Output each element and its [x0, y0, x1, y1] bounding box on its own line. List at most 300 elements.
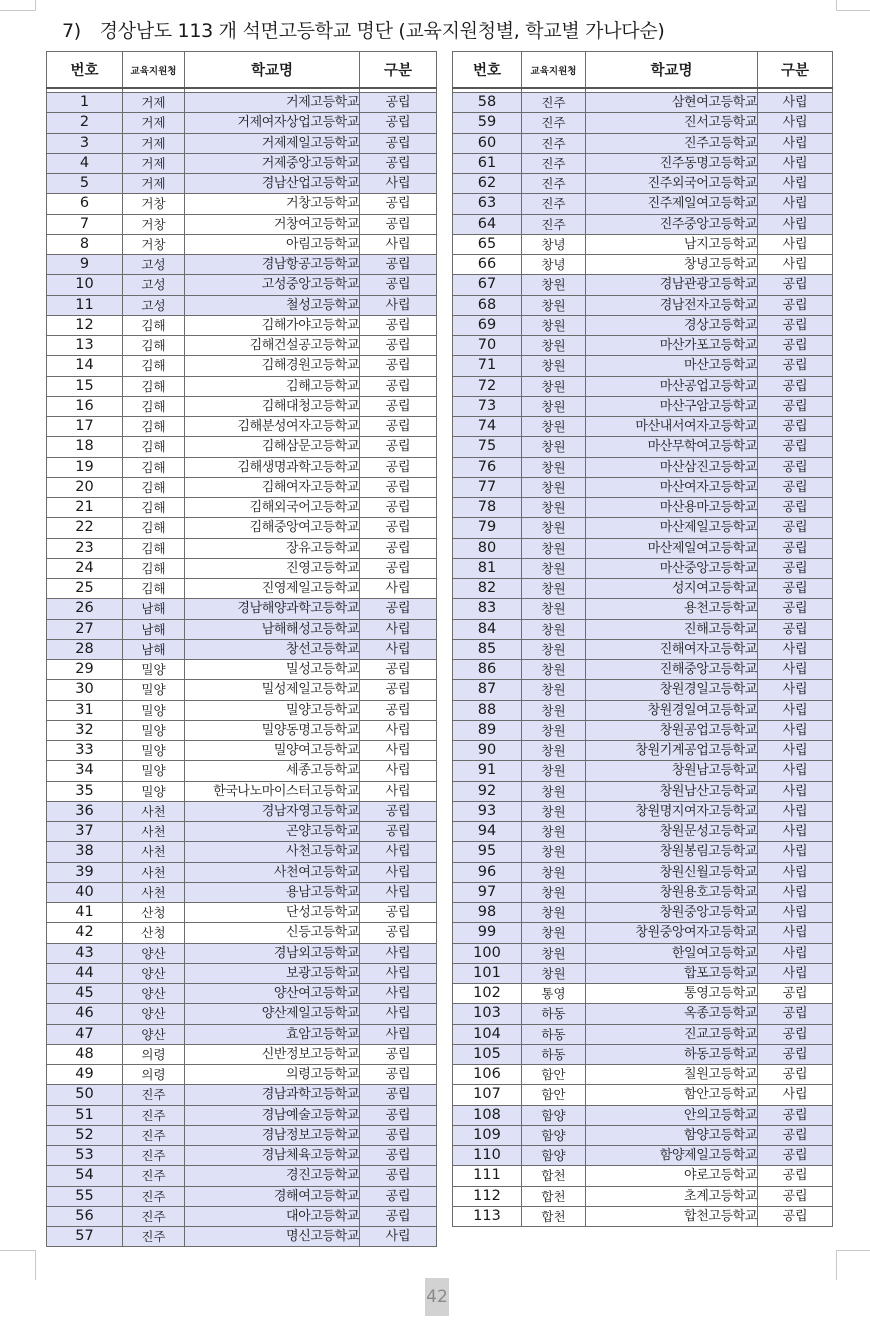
school-name: 김해분성여자고등학교 — [185, 417, 360, 437]
table-row — [453, 943, 833, 963]
row-number: 101 — [453, 963, 522, 983]
school-type: 공립 — [758, 579, 833, 599]
row-number: 83 — [453, 599, 522, 619]
school-type: 사립 — [758, 194, 833, 214]
school-type: 공립 — [758, 376, 833, 396]
education-office: 고성 — [123, 275, 185, 295]
table-row — [47, 943, 437, 963]
school-type: 사립 — [360, 862, 437, 882]
row-number: 100 — [453, 943, 522, 963]
school-name: 창원봉림고등학교 — [586, 842, 758, 862]
table-row — [453, 214, 833, 234]
school-type: 사립 — [758, 234, 833, 254]
table-row — [47, 1125, 437, 1145]
row-number: 34 — [47, 761, 123, 781]
table-row — [47, 396, 437, 416]
school-type: 공립 — [360, 457, 437, 477]
school-name: 진주동명고등학교 — [586, 153, 758, 173]
table-row — [453, 639, 833, 659]
education-office: 진주 — [522, 194, 586, 214]
row-number: 32 — [47, 720, 123, 740]
education-office: 김해 — [123, 437, 185, 457]
education-office: 창원 — [522, 660, 586, 680]
education-office: 창원 — [522, 801, 586, 821]
school-type: 공립 — [360, 1065, 437, 1085]
row-number: 63 — [453, 194, 522, 214]
crop-mark — [836, 1250, 837, 1280]
table-row — [453, 761, 833, 781]
education-office: 김해 — [123, 336, 185, 356]
table-row — [453, 599, 833, 619]
row-number: 35 — [47, 781, 123, 801]
table-row — [453, 822, 833, 842]
table-row — [453, 1024, 833, 1044]
school-name: 김해여자고등학교 — [185, 477, 360, 497]
school-table-left — [46, 51, 437, 1247]
school-name: 마산공업고등학교 — [586, 376, 758, 396]
school-type: 공립 — [360, 538, 437, 558]
row-number: 18 — [47, 437, 123, 457]
table-row — [47, 275, 437, 295]
table-row — [47, 1166, 437, 1186]
table-row — [47, 680, 437, 700]
school-type: 공립 — [758, 498, 833, 518]
education-office: 창원 — [522, 923, 586, 943]
education-office: 창원 — [522, 720, 586, 740]
table-row — [47, 174, 437, 194]
school-name: 경남외고등학교 — [185, 943, 360, 963]
row-number: 86 — [453, 660, 522, 680]
row-number: 74 — [453, 417, 522, 437]
table-row — [453, 923, 833, 943]
education-office: 거제 — [123, 113, 185, 133]
education-office: 창원 — [522, 457, 586, 477]
row-number: 82 — [453, 579, 522, 599]
school-type: 공립 — [360, 356, 437, 376]
school-type: 공립 — [360, 477, 437, 497]
page-number: 42 — [425, 1278, 449, 1316]
row-number: 59 — [453, 113, 522, 133]
crop-mark — [35, 0, 36, 10]
education-office: 거제 — [123, 133, 185, 153]
education-office: 김해 — [123, 457, 185, 477]
school-name: 창원경일고등학교 — [586, 680, 758, 700]
table-row — [47, 882, 437, 902]
school-type: 공립 — [360, 396, 437, 416]
row-number: 64 — [453, 214, 522, 234]
school-name: 김해외국어고등학교 — [185, 498, 360, 518]
school-type: 사립 — [758, 882, 833, 902]
school-type: 공립 — [360, 680, 437, 700]
row-number: 87 — [453, 680, 522, 700]
school-type: 공립 — [360, 822, 437, 842]
education-office: 합천 — [522, 1206, 586, 1226]
table-row — [453, 558, 833, 578]
table-row — [47, 903, 437, 923]
table-row — [453, 680, 833, 700]
table-row — [47, 558, 437, 578]
school-name: 김해가야고등학교 — [185, 315, 360, 335]
school-name: 합천고등학교 — [586, 1206, 758, 1226]
school-type: 공립 — [758, 619, 833, 639]
table-row — [453, 417, 833, 437]
school-type: 공립 — [360, 315, 437, 335]
table-row — [453, 1146, 833, 1166]
row-number: 7 — [47, 214, 123, 234]
education-office: 김해 — [123, 315, 185, 335]
table-row — [453, 579, 833, 599]
table-row — [453, 275, 833, 295]
school-name: 함양제일고등학교 — [586, 1146, 758, 1166]
school-name: 창선고등학교 — [185, 639, 360, 659]
table-row — [47, 984, 437, 1004]
education-office: 창원 — [522, 437, 586, 457]
education-office: 창원 — [522, 781, 586, 801]
school-type: 공립 — [758, 437, 833, 457]
table-row — [47, 923, 437, 943]
education-office: 남해 — [123, 599, 185, 619]
school-type: 사립 — [758, 923, 833, 943]
table-row — [453, 153, 833, 173]
school-type: 사립 — [360, 1004, 437, 1024]
table-row — [47, 133, 437, 153]
table-row — [453, 700, 833, 720]
table-row — [47, 153, 437, 173]
table-row — [47, 639, 437, 659]
school-type: 공립 — [360, 113, 437, 133]
school-name: 남해해성고등학교 — [185, 619, 360, 639]
school-name: 마산무학여고등학교 — [586, 437, 758, 457]
row-number: 8 — [47, 234, 123, 254]
table-row — [47, 417, 437, 437]
row-number: 49 — [47, 1065, 123, 1085]
school-name: 삼현여고등학교 — [586, 93, 758, 113]
row-number: 81 — [453, 558, 522, 578]
row-number: 23 — [47, 538, 123, 558]
table-row — [47, 234, 437, 254]
school-type: 공립 — [758, 518, 833, 538]
school-name: 마산고등학교 — [586, 356, 758, 376]
header-type: 구분 — [360, 52, 437, 89]
education-office: 창원 — [522, 538, 586, 558]
education-office: 함안 — [522, 1065, 586, 1085]
school-type: 사립 — [360, 842, 437, 862]
row-number: 15 — [47, 376, 123, 396]
school-name: 의령고등학교 — [185, 1065, 360, 1085]
education-office: 양산 — [123, 943, 185, 963]
row-number: 20 — [47, 477, 123, 497]
header-type: 구분 — [758, 52, 833, 89]
table-row — [453, 174, 833, 194]
row-number: 111 — [453, 1166, 522, 1186]
table-row — [47, 619, 437, 639]
row-number: 79 — [453, 518, 522, 538]
school-type: 사립 — [360, 761, 437, 781]
school-name: 경남과학고등학교 — [185, 1085, 360, 1105]
row-number: 58 — [453, 93, 522, 113]
school-name: 하동고등학교 — [586, 1044, 758, 1064]
education-office: 밀양 — [123, 761, 185, 781]
table-row — [47, 1004, 437, 1024]
school-name: 고성중앙고등학교 — [185, 275, 360, 295]
school-type: 사립 — [758, 943, 833, 963]
row-number: 91 — [453, 761, 522, 781]
row-number: 39 — [47, 862, 123, 882]
school-name: 창원용호고등학교 — [586, 882, 758, 902]
education-office: 창원 — [522, 882, 586, 902]
row-number: 6 — [47, 194, 123, 214]
school-name: 경남예술고등학교 — [185, 1105, 360, 1125]
table-row — [453, 1186, 833, 1206]
table-row — [47, 457, 437, 477]
education-office: 남해 — [123, 619, 185, 639]
education-office: 창원 — [522, 498, 586, 518]
education-office: 고성 — [123, 295, 185, 315]
row-number: 70 — [453, 336, 522, 356]
education-office: 밀양 — [123, 680, 185, 700]
school-name: 마산내서여자고등학교 — [586, 417, 758, 437]
school-name: 양산여고등학교 — [185, 984, 360, 1004]
school-name: 진해고등학교 — [586, 619, 758, 639]
school-table-right — [452, 51, 833, 1227]
table-row — [453, 619, 833, 639]
row-number: 28 — [47, 639, 123, 659]
education-office: 함양 — [522, 1146, 586, 1166]
school-name: 아림고등학교 — [185, 234, 360, 254]
school-type: 공립 — [758, 599, 833, 619]
row-number: 73 — [453, 396, 522, 416]
table-row — [47, 1065, 437, 1085]
school-name: 밀성고등학교 — [185, 660, 360, 680]
school-name: 마산용마고등학교 — [586, 498, 758, 518]
education-office: 창원 — [522, 680, 586, 700]
school-name: 진해중앙고등학교 — [586, 660, 758, 680]
school-type: 공립 — [360, 133, 437, 153]
school-name: 용남고등학교 — [185, 882, 360, 902]
table-row — [47, 660, 437, 680]
row-number: 40 — [47, 882, 123, 902]
row-number: 24 — [47, 558, 123, 578]
school-type: 사립 — [758, 113, 833, 133]
table-row — [47, 781, 437, 801]
table-row — [453, 518, 833, 538]
row-number: 1 — [47, 93, 123, 113]
school-type: 공립 — [758, 457, 833, 477]
table-row — [47, 93, 437, 113]
school-name: 거제제일고등학교 — [185, 133, 360, 153]
education-office: 창원 — [522, 842, 586, 862]
school-name: 신등고등학교 — [185, 923, 360, 943]
school-type: 사립 — [758, 903, 833, 923]
table-row — [47, 801, 437, 821]
row-number: 22 — [47, 518, 123, 538]
school-type: 사립 — [360, 984, 437, 1004]
row-number: 109 — [453, 1125, 522, 1145]
education-office: 창원 — [522, 963, 586, 983]
school-type: 사립 — [758, 801, 833, 821]
row-number: 113 — [453, 1206, 522, 1226]
row-number: 43 — [47, 943, 123, 963]
table-row — [453, 133, 833, 153]
school-type: 공립 — [758, 477, 833, 497]
school-type: 공립 — [360, 255, 437, 275]
school-type: 사립 — [758, 700, 833, 720]
school-name: 창원중앙고등학교 — [586, 903, 758, 923]
row-number: 65 — [453, 234, 522, 254]
school-type: 공립 — [758, 1044, 833, 1064]
school-type: 사립 — [360, 943, 437, 963]
education-office: 의령 — [123, 1044, 185, 1064]
row-number: 17 — [47, 417, 123, 437]
table-row — [453, 356, 833, 376]
education-office: 밀양 — [123, 720, 185, 740]
education-office: 창원 — [522, 417, 586, 437]
school-type: 사립 — [360, 882, 437, 902]
row-number: 78 — [453, 498, 522, 518]
education-office: 진주 — [123, 1227, 185, 1247]
school-name: 경남체육고등학교 — [185, 1146, 360, 1166]
school-type: 공립 — [360, 599, 437, 619]
table-row — [453, 315, 833, 335]
table-row — [453, 842, 833, 862]
school-name: 대아고등학교 — [185, 1206, 360, 1226]
school-name: 창원중앙여자고등학교 — [586, 923, 758, 943]
school-name: 창원기계공업고등학교 — [586, 741, 758, 761]
table-row — [453, 457, 833, 477]
education-office: 김해 — [123, 518, 185, 538]
school-name: 성지여고등학교 — [586, 579, 758, 599]
school-name: 밀성제일고등학교 — [185, 680, 360, 700]
school-name: 마산구암고등학교 — [586, 396, 758, 416]
school-type: 사립 — [758, 639, 833, 659]
education-office: 진주 — [123, 1206, 185, 1226]
school-name: 안의고등학교 — [586, 1105, 758, 1125]
school-type: 공립 — [360, 1206, 437, 1226]
school-type: 공립 — [758, 295, 833, 315]
school-type: 사립 — [758, 862, 833, 882]
table-row — [453, 1166, 833, 1186]
row-number: 67 — [453, 275, 522, 295]
row-number: 45 — [47, 984, 123, 1004]
education-office: 통영 — [522, 984, 586, 1004]
school-name: 용천고등학교 — [586, 599, 758, 619]
school-type: 사립 — [758, 214, 833, 234]
table-row — [47, 518, 437, 538]
school-type: 공립 — [758, 1186, 833, 1206]
education-office: 김해 — [123, 538, 185, 558]
education-office: 창원 — [522, 518, 586, 538]
school-name: 진영제일고등학교 — [185, 579, 360, 599]
table-row — [47, 214, 437, 234]
table-row — [453, 376, 833, 396]
education-office: 거창 — [123, 234, 185, 254]
row-number: 72 — [453, 376, 522, 396]
school-type: 공립 — [360, 417, 437, 437]
education-office: 거제 — [123, 174, 185, 194]
school-name: 진주중앙고등학교 — [586, 214, 758, 234]
school-type: 공립 — [360, 214, 437, 234]
school-name: 창원신월고등학교 — [586, 862, 758, 882]
school-name: 진주외국어고등학교 — [586, 174, 758, 194]
table-row — [453, 1085, 833, 1105]
education-office: 창원 — [522, 558, 586, 578]
table-row — [453, 1206, 833, 1226]
school-name: 김해대청고등학교 — [185, 396, 360, 416]
education-office: 양산 — [123, 984, 185, 1004]
school-type: 공립 — [758, 1105, 833, 1125]
education-office: 사천 — [123, 801, 185, 821]
row-number: 57 — [47, 1227, 123, 1247]
school-type: 사립 — [758, 680, 833, 700]
education-office: 창녕 — [522, 255, 586, 275]
crop-mark — [0, 1250, 36, 1251]
school-name: 옥종고등학교 — [586, 1004, 758, 1024]
table-row — [453, 882, 833, 902]
school-type: 공립 — [360, 194, 437, 214]
table-row — [47, 295, 437, 315]
school-type: 사립 — [360, 639, 437, 659]
table-row — [47, 315, 437, 335]
school-name: 함양고등학교 — [586, 1125, 758, 1145]
school-type: 공립 — [758, 396, 833, 416]
school-type: 공립 — [758, 984, 833, 1004]
school-type: 사립 — [758, 93, 833, 113]
school-type: 공립 — [360, 498, 437, 518]
table-row — [47, 1227, 437, 1247]
row-number: 42 — [47, 923, 123, 943]
school-name: 효암고등학교 — [185, 1024, 360, 1044]
school-type: 공립 — [360, 1044, 437, 1064]
school-type: 사립 — [360, 1227, 437, 1247]
row-number: 19 — [47, 457, 123, 477]
education-office: 창원 — [522, 761, 586, 781]
table-row — [453, 93, 833, 113]
school-name: 창원공업고등학교 — [586, 720, 758, 740]
row-number: 29 — [47, 660, 123, 680]
header-school-name: 학교명 — [586, 52, 758, 89]
row-number: 105 — [453, 1044, 522, 1064]
school-type: 공립 — [758, 1125, 833, 1145]
header-number: 번호 — [47, 52, 123, 89]
school-name: 진교고등학교 — [586, 1024, 758, 1044]
school-type: 공립 — [360, 1146, 437, 1166]
school-name: 진주고등학교 — [586, 133, 758, 153]
education-office: 진주 — [522, 93, 586, 113]
education-office: 합천 — [522, 1186, 586, 1206]
row-number: 2 — [47, 113, 123, 133]
row-number: 66 — [453, 255, 522, 275]
education-office: 진주 — [522, 133, 586, 153]
row-number: 62 — [453, 174, 522, 194]
education-office: 거창 — [123, 214, 185, 234]
table-row — [453, 720, 833, 740]
school-name: 보광고등학교 — [185, 963, 360, 983]
row-number: 97 — [453, 882, 522, 902]
education-office: 김해 — [123, 376, 185, 396]
education-office: 창원 — [522, 639, 586, 659]
school-type: 공립 — [758, 417, 833, 437]
row-number: 9 — [47, 255, 123, 275]
school-name: 마산중앙고등학교 — [586, 558, 758, 578]
school-type: 사립 — [360, 1024, 437, 1044]
education-office: 창원 — [522, 700, 586, 720]
school-name: 사천고등학교 — [185, 842, 360, 862]
education-office: 밀양 — [123, 700, 185, 720]
table-row — [47, 538, 437, 558]
table-row — [47, 822, 437, 842]
school-name: 거제고등학교 — [185, 93, 360, 113]
education-office: 창원 — [522, 336, 586, 356]
